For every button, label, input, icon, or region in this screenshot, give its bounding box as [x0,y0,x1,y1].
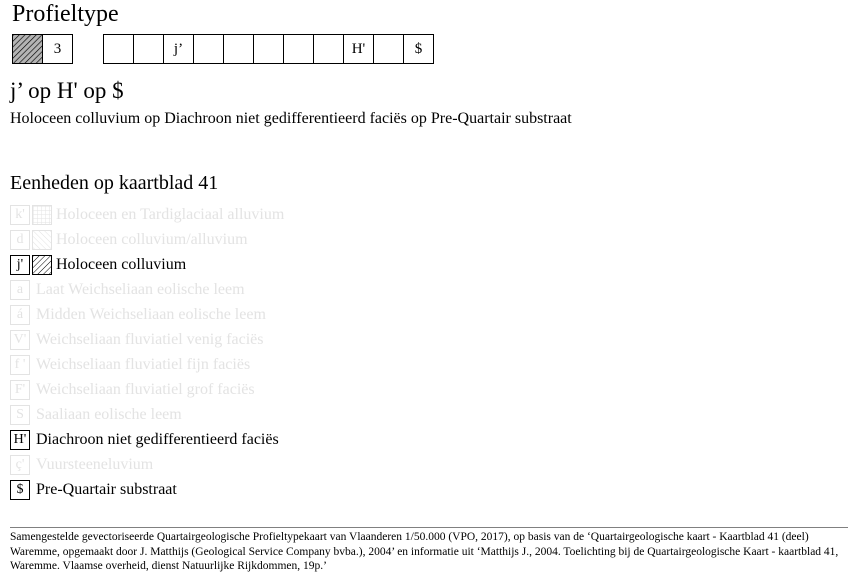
legend-code: d [10,230,30,250]
profile-description: Holoceen colluvium op Diachroon niet gedifferentieerd faciës op Pre-Quartair substraat [10,110,572,127]
profile-gap [73,34,104,64]
legend-item [10,277,284,302]
hatched-pattern-icon [32,255,52,275]
profile-cell [283,34,314,64]
profile-cell [373,34,404,64]
legend-label: Holoceen en Tardiglaciaal alluvium [56,205,285,223]
legend-item [10,252,284,277]
legend-code: $ [10,480,30,500]
legend-label: Holoceen colluvium [56,255,187,273]
legend-label: Laat Weichseliaan eolische leem [36,280,245,298]
legend-label: Weichseliaan fluviatiel venig faciës [36,330,264,348]
diagonal-pattern-icon [32,230,52,250]
profile-cell: $ [403,34,434,64]
profile-cell [193,34,224,64]
profile-swatch [12,34,43,64]
legend-code: S [10,405,30,425]
legend-label: Vuursteeneluvium [36,455,154,473]
legend-label: Pre-Quartair substraat [36,480,177,498]
legend-item [10,302,284,327]
legend-item [10,402,284,427]
legend-label: Midden Weichseliaan eolische leem [36,305,266,323]
legend-list [10,202,284,502]
legend-item [10,202,284,227]
legend-code: f ' [10,355,30,375]
page-title: Profieltype [12,1,119,27]
legend-code: j' [10,255,30,275]
legend-label: Holoceen colluvium/alluvium [56,230,248,248]
profile-type-row [12,34,434,64]
legend-code: k' [10,205,30,225]
grid-pattern-icon [32,205,52,225]
profile-cell: 3 [42,34,73,64]
legend-code: H' [10,430,30,450]
profile-cell: H' [343,34,374,64]
profile-cell [313,34,344,64]
legend-code: V' [10,330,30,350]
legend-item [10,327,284,352]
legend-item [10,452,284,477]
profile-cell: j’ [163,34,194,64]
legend-label: Weichseliaan fluviatiel fijn faciës [36,355,251,373]
legend-heading: Eenheden op kaartblad 41 [10,172,219,194]
profile-cell [223,34,254,64]
legend-item [10,227,284,252]
legend-label: Diachroon niet gedifferentieerd faciës [36,430,279,448]
profile-formula: j’ op H' op $ [10,78,124,103]
legend-label: Saaliaan eolische leem [36,405,182,423]
legend-code: F' [10,380,30,400]
legend-item [10,352,284,377]
legend-label: Weichseliaan fluviatiel grof faciës [36,380,255,398]
legend-code: ç' [10,455,30,475]
source-citation: Samengestelde gevectoriseerde Quartairgeologische Profieltypekaart van Vlaanderen 1/50.000 (VPO, 2017), op basis van de ‘Quartairgeologische kaart - Kaartblad 41 (deel) Waremme, opgemaakt door J. Matthijs (Geological Service Company bvba.), 2004’ en informatie uit ‘Matthijs J., 2004. Toelichting bij de Quartairgeologische Kaart - kaartblad 41, Waremme. Vlaamse overheid, dienst Natuurlijke Rijkdommen, 19p.’ [10,531,839,572]
profile-cell [253,34,284,64]
legend-item [10,427,284,452]
legend-item [10,477,284,502]
legend-item [10,377,284,402]
profile-cell [103,34,134,64]
legend-code: á [10,305,30,325]
legend-code: a [10,280,30,300]
profile-cell [133,34,164,64]
hatched-swatch-icon [13,35,42,63]
footer-divider [10,527,848,528]
